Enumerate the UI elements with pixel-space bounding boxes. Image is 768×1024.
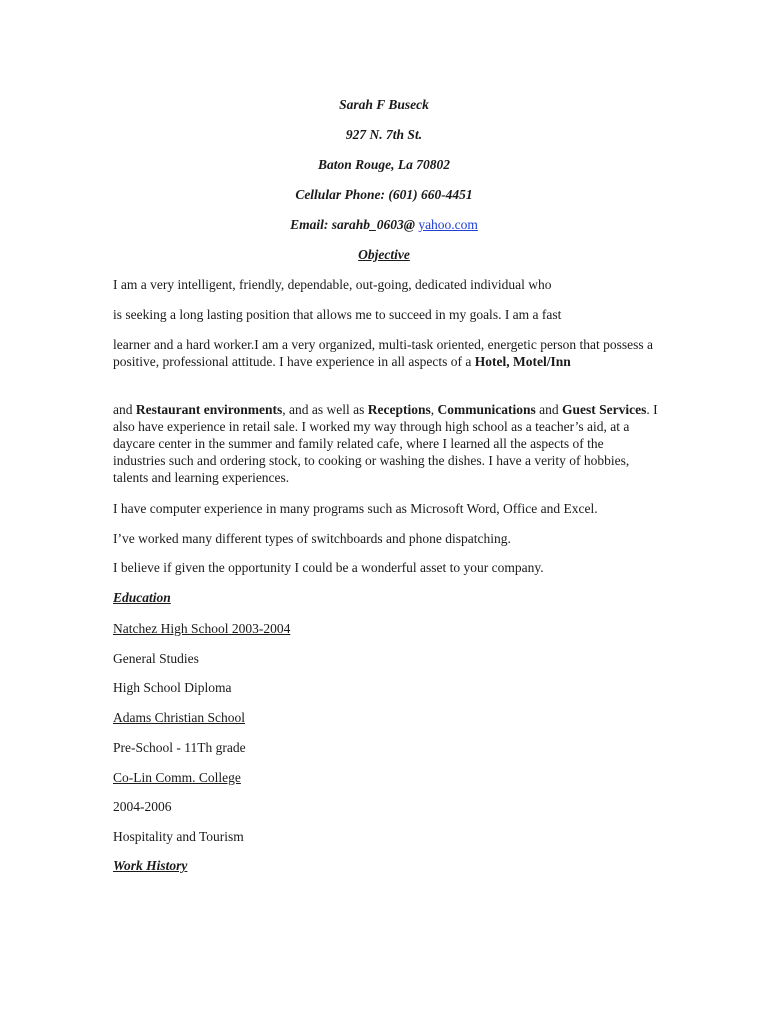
applicant-name: Sarah F Buseck	[339, 97, 429, 112]
phone-number: Cellular Phone: (601) 660-4451	[295, 187, 473, 202]
p4-sep1: , and as well as	[282, 402, 368, 417]
hotel-motel-inn: Hotel, Motel/Inn	[474, 354, 571, 369]
school-adams-christian: Adams Christian School	[113, 710, 245, 725]
receptions: Receptions	[367, 402, 431, 417]
objective-heading: Objective	[358, 247, 410, 262]
natchez-detail-general-studies: General Studies	[113, 651, 199, 666]
objective-line-2: is seeking a long lasting position that allows me to succeed in my goals. I am a fast	[113, 307, 562, 322]
guest-services: Guest Services	[562, 402, 647, 417]
co-lin-years: 2004-2006	[113, 799, 172, 814]
school-co-lin: Co-Lin Comm. College	[113, 770, 241, 785]
p4-sep2: ,	[430, 402, 438, 417]
p4-sep3: and	[535, 402, 562, 417]
email-prefix: Email: sarahb_0603@	[290, 217, 419, 232]
p4-rest: . I also have experience in retail sale. I worked my way through high school as a teacher’s aid, at a daycare center in the summer and family related cafe, where I learned all the aspects of the industries such and ordering stock, to cooking or washing the dishes. I have a verity of hobbies, talents and learning experiences.	[113, 402, 658, 485]
email-line	[0, 217, 768, 233]
computer-experience: I have computer experience in many programs such as Microsoft Word, Office and Excel.	[113, 501, 598, 516]
work-history-heading: Work History	[113, 858, 188, 873]
education-heading: Education	[113, 590, 171, 605]
city-state-zip: Baton Rouge, La 70802	[317, 157, 450, 172]
switchboards-experience: I’ve worked many different types of switchboards and phone dispatching.	[113, 531, 511, 546]
school-natchez: Natchez High School 2003-2004	[113, 621, 291, 636]
co-lin-detail: Hospitality and Tourism	[113, 829, 244, 844]
objective-line-1: I am a very intelligent, friendly, dependable, out-going, dedicated individual who	[113, 277, 552, 292]
adams-detail-grades: Pre-School - 11Th grade	[113, 740, 246, 755]
street-address: 927 N. 7th St.	[345, 127, 423, 142]
objective-line-3-text: learner and a hard worker.I am a very organized, multi-task oriented, energetic person that possess a positive, professional attitude. I have experience in all aspects of a	[113, 337, 654, 369]
restaurant-environments: Restaurant environments	[135, 402, 283, 417]
communications: Communications	[437, 402, 536, 417]
p4-and: and	[113, 402, 136, 417]
objective-paragraph-4	[113, 401, 658, 486]
objective-heading-wrap	[0, 247, 768, 263]
email-domain-link[interactable]: yahoo.com	[418, 217, 478, 232]
natchez-detail-diploma: High School Diploma	[113, 680, 232, 695]
asset-statement: I believe if given the opportunity I could be a wonderful asset to your company.	[113, 560, 544, 575]
objective-paragraph-3	[113, 336, 658, 370]
